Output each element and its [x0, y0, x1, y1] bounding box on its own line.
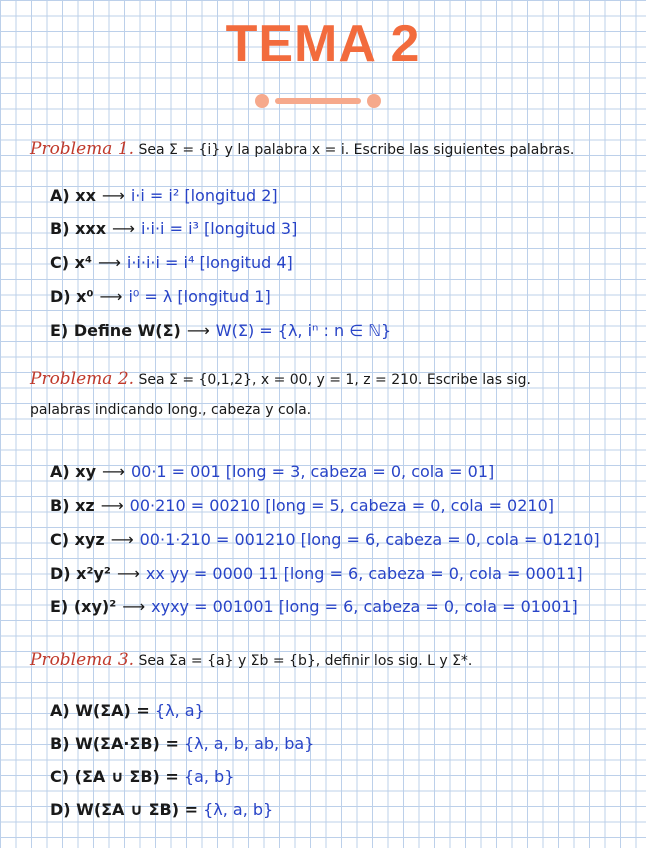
arrow-icon: ⟶: [122, 597, 146, 616]
arrow-icon: ⟶: [186, 321, 210, 340]
decoration-bar: [275, 98, 361, 104]
problem-2-title: Problema 2.: [30, 369, 135, 389]
arrow-icon: ⟶: [97, 253, 121, 272]
item-value: {λ, a}: [154, 701, 205, 720]
problem-1-title: Problema 1.: [30, 139, 135, 159]
arrow-icon: ⟶: [102, 462, 125, 481]
item-label: A) W(ΣA) =: [50, 701, 150, 720]
problem-1-statement: Sea Σ = {i} y la palabra x = i. Escribe las siguientes palabras.: [138, 142, 575, 158]
item-value: {a, b}: [183, 767, 235, 786]
arrow-icon: ⟶: [100, 496, 124, 515]
title-decoration: [255, 94, 381, 108]
item-label: A) xx: [50, 186, 96, 205]
problem-1-item-d: [50, 287, 271, 306]
problem-1-item-b: [50, 219, 297, 238]
problem-3-item-d: [50, 800, 273, 819]
item-label: E) (xy)²: [50, 597, 117, 616]
item-label: B) xxx: [50, 219, 107, 238]
item-value: i⁰ = λ [longitud 1]: [128, 287, 271, 306]
item-value: 00·1 = 001 [long = 3, cabeza = 0, cola = 01]: [130, 462, 495, 481]
item-label: A) xy: [50, 462, 97, 481]
item-value: 00·210 = 00210 [long = 5, cabeza = 0, cola = 0210]: [129, 496, 555, 515]
item-value: 00·1·210 = 001210 [long = 6, cabeza = 0, cola = 01210]: [139, 530, 600, 549]
problem-3-statement: Sea Σa = {a} y Σb = {b}, definir los sig. L y Σ*.: [138, 653, 473, 669]
arrow-icon: ⟶: [116, 564, 140, 583]
problem-1-item-c: [50, 253, 293, 272]
item-label: C) xyz: [50, 530, 105, 549]
decoration-dot-left: [255, 94, 269, 108]
problem-1-heading: [30, 139, 574, 159]
item-label: D) x⁰: [50, 287, 94, 306]
problem-2-heading-line2: [30, 402, 311, 418]
item-value: i·i·i·i = i⁴ [longitud 4]: [126, 253, 293, 272]
problem-2-heading: [30, 369, 531, 389]
item-label: D) x²y²: [50, 564, 111, 583]
problem-2-statement-cont: palabras indicando long., cabeza y cola.: [30, 402, 312, 418]
item-label: C) (ΣA ∪ ΣB) =: [50, 767, 179, 786]
item-label: D) W(ΣA ∪ ΣB) =: [50, 800, 198, 819]
page-title: TEMA 2: [225, 15, 421, 73]
item-label: B) xz: [50, 496, 95, 515]
item-value: {λ, a, b}: [203, 800, 274, 819]
problem-1-item-e: [50, 321, 391, 340]
arrow-icon: ⟶: [99, 287, 123, 306]
item-value: xyxy = 001001 [long = 6, cabeza = 0, cola = 01001]: [151, 597, 578, 616]
problem-2-item-d: [50, 564, 583, 583]
item-label: B) W(ΣA·ΣB) =: [50, 734, 179, 753]
decoration-dot-right: [367, 94, 381, 108]
problem-3-title: Problema 3.: [30, 650, 135, 670]
arrow-icon: ⟶: [112, 219, 135, 238]
item-value: i·i·i = i³ [longitud 3]: [140, 219, 298, 238]
problem-2-item-e: [50, 597, 578, 616]
problem-2-statement: Sea Σ = {0,1,2}, x = 00, y = 1, z = 210. Escribe las sig.: [138, 372, 531, 388]
arrow-icon: ⟶: [110, 530, 134, 549]
arrow-icon: ⟶: [101, 186, 125, 205]
problem-3-item-a: [50, 701, 205, 720]
problem-2-item-c: [50, 530, 600, 549]
problem-3-item-c: [50, 767, 234, 786]
problem-1-item-a: [50, 186, 278, 205]
item-value: xx yy = 0000 11 [long = 6, cabeza = 0, cola = 00011]: [145, 564, 583, 583]
problem-2-item-b: [50, 496, 554, 515]
problem-2-item-a: [50, 462, 494, 481]
item-label: C) x⁴: [50, 253, 92, 272]
problem-3-heading: [30, 650, 472, 670]
item-value: i·i = i² [longitud 2]: [130, 186, 278, 205]
problem-3-item-b: [50, 734, 314, 753]
item-value: W(Σ) = {λ, iⁿ : n ∈ ℕ}: [215, 321, 392, 340]
item-label: E) Define W(Σ): [50, 321, 181, 340]
item-value: {λ, a, b, ab, ba}: [183, 734, 315, 753]
